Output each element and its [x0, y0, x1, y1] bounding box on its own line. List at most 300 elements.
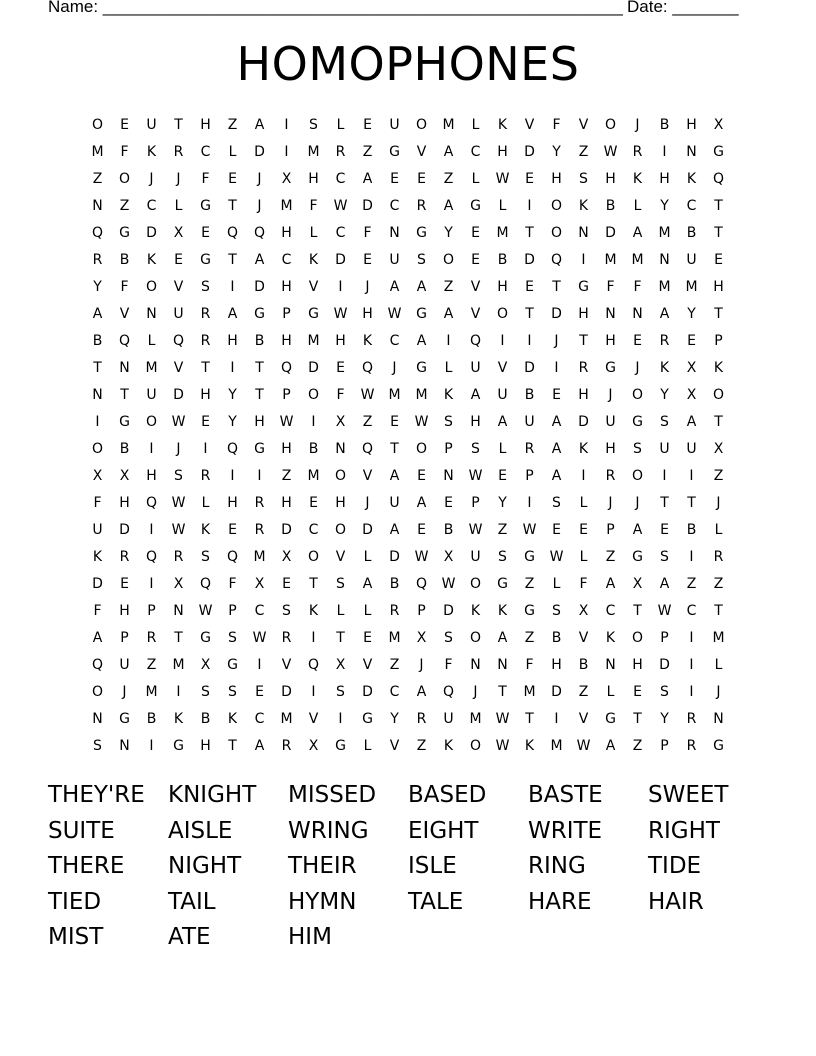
grid-letter[interactable]: B: [92, 333, 103, 349]
grid-letter[interactable]: T: [714, 414, 723, 430]
grid-letter[interactable]: C: [200, 144, 211, 160]
grid-letter[interactable]: L: [363, 738, 372, 754]
grid-letter[interactable]: I: [338, 279, 343, 295]
grid-letter[interactable]: Q: [415, 576, 428, 592]
grid-letter[interactable]: A: [497, 414, 508, 430]
grid-letter[interactable]: O: [145, 414, 158, 430]
grid-letter[interactable]: Y: [660, 711, 669, 727]
grid-letter[interactable]: U: [605, 414, 616, 430]
grid-letter[interactable]: G: [497, 576, 508, 592]
grid-letter[interactable]: M: [280, 198, 293, 214]
grid-letter[interactable]: I: [230, 468, 235, 484]
grid-letter[interactable]: E: [363, 117, 372, 133]
grid-letter[interactable]: O: [469, 738, 482, 754]
grid-letter[interactable]: G: [416, 360, 427, 376]
grid-letter[interactable]: L: [498, 198, 507, 214]
grid-letter[interactable]: I: [689, 684, 694, 700]
grid-letter[interactable]: Y: [687, 306, 696, 322]
grid-letter[interactable]: H: [713, 279, 724, 295]
grid-letter[interactable]: M: [388, 630, 401, 646]
grid-letter[interactable]: H: [578, 387, 589, 403]
grid-letter[interactable]: R: [200, 333, 211, 349]
grid-letter[interactable]: D: [605, 225, 616, 241]
grid-letter[interactable]: K: [173, 711, 184, 727]
grid-letter[interactable]: G: [524, 603, 535, 619]
grid-letter[interactable]: O: [415, 441, 428, 457]
grid-letter[interactable]: X: [173, 225, 184, 241]
grid-letter[interactable]: C: [335, 171, 346, 187]
grid-letter[interactable]: J: [365, 495, 370, 511]
grid-letter[interactable]: B: [119, 252, 130, 268]
grid-letter[interactable]: A: [389, 522, 400, 538]
grid-letter[interactable]: A: [443, 306, 454, 322]
grid-letter[interactable]: N: [605, 657, 616, 673]
grid-letter[interactable]: E: [660, 522, 669, 538]
grid-letter[interactable]: H: [362, 306, 373, 322]
grid-letter[interactable]: Y: [390, 711, 399, 727]
grid-letter[interactable]: T: [552, 279, 561, 295]
grid-letter[interactable]: I: [203, 441, 208, 457]
grid-letter[interactable]: R: [173, 549, 184, 565]
grid-letter[interactable]: H: [605, 441, 616, 457]
grid-letter[interactable]: K: [146, 252, 157, 268]
grid-letter[interactable]: E: [525, 279, 534, 295]
grid-letter[interactable]: D: [281, 684, 292, 700]
grid-letter[interactable]: D: [524, 144, 535, 160]
grid-letter[interactable]: Z: [632, 738, 643, 754]
grid-letter[interactable]: O: [604, 117, 617, 133]
grid-letter[interactable]: A: [254, 117, 265, 133]
grid-letter[interactable]: T: [255, 360, 264, 376]
grid-letter[interactable]: J: [554, 333, 559, 349]
grid-letter[interactable]: G: [254, 441, 265, 457]
grid-letter[interactable]: F: [93, 495, 102, 511]
grid-letter[interactable]: W: [522, 522, 537, 538]
grid-letter[interactable]: O: [712, 387, 725, 403]
grid-letter[interactable]: K: [308, 603, 319, 619]
grid-letter[interactable]: R: [713, 549, 724, 565]
grid-letter[interactable]: W: [468, 468, 483, 484]
grid-letter[interactable]: N: [443, 468, 454, 484]
grid-letter[interactable]: T: [579, 333, 588, 349]
grid-letter[interactable]: B: [146, 711, 157, 727]
grid-letter[interactable]: Q: [91, 657, 104, 673]
grid-letter[interactable]: A: [551, 468, 562, 484]
grid-letter[interactable]: K: [659, 360, 670, 376]
grid-letter[interactable]: J: [608, 495, 613, 511]
grid-letter[interactable]: T: [633, 711, 642, 727]
grid-letter[interactable]: Q: [712, 171, 725, 187]
grid-letter[interactable]: S: [498, 549, 507, 565]
grid-letter[interactable]: U: [92, 522, 103, 538]
grid-letter[interactable]: H: [200, 738, 211, 754]
grid-letter[interactable]: H: [227, 495, 238, 511]
grid-letter[interactable]: K: [308, 252, 319, 268]
grid-letter[interactable]: A: [389, 468, 400, 484]
grid-letter[interactable]: Z: [119, 198, 130, 214]
grid-letter[interactable]: F: [552, 117, 561, 133]
grid-letter[interactable]: H: [335, 333, 346, 349]
grid-letter[interactable]: Z: [146, 657, 157, 673]
grid-letter[interactable]: M: [631, 252, 644, 268]
grid-letter[interactable]: C: [254, 603, 265, 619]
grid-letter[interactable]: K: [524, 738, 535, 754]
grid-letter[interactable]: S: [282, 603, 291, 619]
grid-letter[interactable]: S: [660, 414, 669, 430]
grid-letter[interactable]: T: [174, 630, 183, 646]
grid-letter[interactable]: E: [498, 468, 507, 484]
grid-letter[interactable]: D: [281, 522, 292, 538]
grid-letter[interactable]: X: [308, 738, 319, 754]
grid-letter[interactable]: Z: [524, 630, 535, 646]
grid-letter[interactable]: R: [659, 333, 670, 349]
grid-letter[interactable]: V: [362, 657, 373, 673]
grid-letter[interactable]: P: [660, 738, 669, 754]
grid-letter[interactable]: V: [308, 279, 319, 295]
grid-letter[interactable]: I: [689, 630, 694, 646]
grid-letter[interactable]: C: [470, 144, 481, 160]
grid-letter[interactable]: U: [686, 441, 697, 457]
grid-letter[interactable]: D: [173, 387, 184, 403]
grid-letter[interactable]: S: [552, 495, 561, 511]
grid-letter[interactable]: I: [662, 144, 667, 160]
grid-letter[interactable]: B: [389, 576, 400, 592]
grid-letter[interactable]: P: [228, 603, 237, 619]
grid-letter[interactable]: G: [605, 711, 616, 727]
grid-letter[interactable]: K: [443, 387, 454, 403]
grid-letter[interactable]: T: [633, 603, 642, 619]
grid-letter[interactable]: L: [606, 684, 615, 700]
grid-letter[interactable]: R: [578, 360, 589, 376]
grid-letter[interactable]: S: [93, 738, 102, 754]
grid-letter[interactable]: L: [336, 117, 345, 133]
grid-letter[interactable]: V: [578, 630, 589, 646]
grid-letter[interactable]: K: [497, 603, 508, 619]
grid-letter[interactable]: N: [119, 360, 130, 376]
grid-letter[interactable]: Y: [498, 495, 507, 511]
grid-letter[interactable]: G: [416, 225, 427, 241]
grid-letter[interactable]: I: [581, 252, 586, 268]
grid-letter[interactable]: T: [714, 198, 723, 214]
grid-letter[interactable]: U: [470, 360, 481, 376]
grid-letter[interactable]: O: [118, 171, 131, 187]
grid-letter[interactable]: J: [176, 441, 181, 457]
grid-letter[interactable]: Q: [253, 225, 266, 241]
grid-letter[interactable]: K: [92, 549, 103, 565]
grid-letter[interactable]: R: [335, 144, 346, 160]
grid-letter[interactable]: L: [579, 495, 588, 511]
grid-letter[interactable]: A: [659, 306, 670, 322]
grid-letter[interactable]: P: [471, 495, 480, 511]
grid-letter[interactable]: R: [605, 468, 616, 484]
grid-letter[interactable]: X: [686, 387, 697, 403]
grid-letter[interactable]: W: [333, 198, 348, 214]
grid-letter[interactable]: N: [173, 603, 184, 619]
grid-letter[interactable]: E: [201, 225, 210, 241]
grid-letter[interactable]: W: [387, 306, 402, 322]
grid-letter[interactable]: U: [173, 306, 184, 322]
grid-letter[interactable]: I: [554, 360, 559, 376]
grid-letter[interactable]: W: [414, 549, 429, 565]
grid-letter[interactable]: W: [360, 387, 375, 403]
grid-letter[interactable]: J: [257, 171, 262, 187]
grid-letter[interactable]: U: [470, 549, 481, 565]
grid-letter[interactable]: W: [549, 549, 564, 565]
grid-letter[interactable]: M: [604, 252, 617, 268]
grid-letter[interactable]: J: [716, 495, 721, 511]
grid-letter[interactable]: M: [685, 279, 698, 295]
grid-letter[interactable]: Q: [361, 360, 374, 376]
grid-letter[interactable]: L: [579, 549, 588, 565]
grid-letter[interactable]: X: [254, 576, 265, 592]
grid-letter[interactable]: X: [416, 630, 427, 646]
grid-letter[interactable]: Q: [199, 576, 212, 592]
grid-letter[interactable]: H: [227, 333, 238, 349]
grid-letter[interactable]: F: [120, 279, 129, 295]
grid-letter[interactable]: L: [363, 603, 372, 619]
grid-letter[interactable]: T: [174, 117, 183, 133]
grid-letter[interactable]: D: [551, 306, 562, 322]
grid-letter[interactable]: R: [200, 468, 211, 484]
grid-letter[interactable]: V: [119, 306, 130, 322]
grid-letter[interactable]: T: [714, 603, 723, 619]
grid-letter[interactable]: X: [173, 576, 184, 592]
grid-letter[interactable]: V: [281, 657, 292, 673]
grid-letter[interactable]: N: [470, 657, 481, 673]
grid-letter[interactable]: S: [417, 252, 426, 268]
grid-letter[interactable]: S: [552, 603, 561, 619]
name-field-label[interactable]: Name: _______________________________________________________: [48, 0, 623, 16]
grid-letter[interactable]: I: [527, 198, 532, 214]
grid-letter[interactable]: V: [335, 549, 346, 565]
grid-letter[interactable]: Y: [93, 279, 102, 295]
grid-letter[interactable]: S: [579, 171, 588, 187]
grid-letter[interactable]: A: [254, 252, 265, 268]
grid-letter[interactable]: C: [389, 684, 400, 700]
grid-letter[interactable]: J: [365, 279, 370, 295]
grid-letter[interactable]: I: [581, 468, 586, 484]
grid-letter[interactable]: U: [659, 441, 670, 457]
grid-letter[interactable]: I: [149, 522, 154, 538]
grid-letter[interactable]: B: [308, 441, 319, 457]
grid-letter[interactable]: D: [254, 144, 265, 160]
grid-letter[interactable]: Q: [307, 657, 320, 673]
grid-letter[interactable]: M: [172, 657, 185, 673]
grid-letter[interactable]: B: [659, 117, 670, 133]
grid-letter[interactable]: X: [713, 117, 724, 133]
grid-letter[interactable]: J: [392, 360, 397, 376]
grid-letter[interactable]: T: [336, 630, 345, 646]
grid-letter[interactable]: Q: [442, 684, 455, 700]
grid-letter[interactable]: J: [176, 171, 181, 187]
grid-letter[interactable]: M: [280, 711, 293, 727]
grid-letter[interactable]: H: [146, 468, 157, 484]
grid-letter[interactable]: H: [335, 495, 346, 511]
grid-letter[interactable]: Z: [524, 576, 535, 592]
grid-letter[interactable]: D: [146, 225, 157, 241]
grid-letter[interactable]: L: [471, 171, 480, 187]
grid-letter[interactable]: O: [334, 522, 347, 538]
grid-letter[interactable]: Z: [416, 738, 427, 754]
grid-letter[interactable]: D: [308, 360, 319, 376]
grid-letter[interactable]: I: [527, 495, 532, 511]
grid-letter[interactable]: M: [307, 144, 320, 160]
grid-letter[interactable]: A: [416, 495, 427, 511]
grid-letter[interactable]: Z: [605, 549, 616, 565]
grid-letter[interactable]: L: [552, 576, 561, 592]
grid-letter[interactable]: P: [714, 333, 723, 349]
grid-letter[interactable]: E: [552, 387, 561, 403]
grid-letter[interactable]: P: [444, 441, 453, 457]
grid-letter[interactable]: B: [524, 387, 535, 403]
grid-letter[interactable]: M: [658, 279, 671, 295]
grid-letter[interactable]: T: [714, 306, 723, 322]
grid-letter[interactable]: A: [92, 630, 103, 646]
grid-letter[interactable]: W: [495, 738, 510, 754]
grid-letter[interactable]: Z: [443, 171, 454, 187]
grid-letter[interactable]: M: [442, 117, 455, 133]
grid-letter[interactable]: W: [252, 630, 267, 646]
grid-letter[interactable]: H: [308, 171, 319, 187]
grid-letter[interactable]: V: [578, 711, 589, 727]
grid-letter[interactable]: K: [362, 333, 373, 349]
grid-letter[interactable]: J: [635, 360, 640, 376]
grid-letter[interactable]: J: [635, 117, 640, 133]
grid-letter[interactable]: E: [390, 171, 399, 187]
grid-letter[interactable]: I: [689, 468, 694, 484]
grid-letter[interactable]: T: [390, 441, 399, 457]
grid-letter[interactable]: E: [309, 495, 318, 511]
grid-letter[interactable]: F: [201, 171, 210, 187]
grid-letter[interactable]: A: [227, 306, 238, 322]
grid-letter[interactable]: F: [579, 576, 588, 592]
grid-letter[interactable]: Y: [552, 144, 561, 160]
grid-letter[interactable]: F: [633, 279, 642, 295]
grid-letter[interactable]: B: [119, 441, 130, 457]
grid-letter[interactable]: F: [363, 225, 372, 241]
grid-letter[interactable]: H: [281, 225, 292, 241]
grid-letter[interactable]: U: [119, 657, 130, 673]
grid-letter[interactable]: F: [336, 387, 345, 403]
grid-letter[interactable]: I: [149, 441, 154, 457]
grid-letter[interactable]: E: [633, 684, 642, 700]
grid-letter[interactable]: B: [578, 657, 589, 673]
grid-letter[interactable]: H: [578, 306, 589, 322]
grid-letter[interactable]: D: [389, 549, 400, 565]
grid-letter[interactable]: W: [171, 522, 186, 538]
grid-letter[interactable]: O: [334, 468, 347, 484]
grid-letter[interactable]: Z: [686, 576, 697, 592]
grid-letter[interactable]: P: [120, 630, 129, 646]
grid-letter[interactable]: M: [253, 549, 266, 565]
grid-letter[interactable]: P: [417, 603, 426, 619]
grid-letter[interactable]: C: [146, 198, 157, 214]
grid-letter[interactable]: F: [120, 144, 129, 160]
grid-letter[interactable]: G: [605, 360, 616, 376]
grid-letter[interactable]: Y: [228, 387, 237, 403]
grid-letter[interactable]: H: [686, 117, 697, 133]
grid-letter[interactable]: L: [147, 333, 156, 349]
grid-letter[interactable]: Q: [226, 441, 239, 457]
grid-letter[interactable]: C: [686, 603, 697, 619]
grid-letter[interactable]: N: [146, 306, 157, 322]
grid-letter[interactable]: U: [146, 117, 157, 133]
grid-letter[interactable]: W: [414, 414, 429, 430]
grid-letter[interactable]: Z: [362, 144, 373, 160]
grid-letter[interactable]: T: [228, 252, 237, 268]
grid-letter[interactable]: V: [416, 144, 427, 160]
grid-letter[interactable]: H: [551, 171, 562, 187]
grid-letter[interactable]: T: [309, 576, 318, 592]
grid-letter[interactable]: K: [713, 360, 724, 376]
grid-letter[interactable]: O: [550, 225, 563, 241]
grid-letter[interactable]: T: [525, 711, 534, 727]
grid-letter[interactable]: E: [363, 630, 372, 646]
grid-letter[interactable]: W: [333, 306, 348, 322]
grid-letter[interactable]: A: [416, 279, 427, 295]
grid-letter[interactable]: U: [686, 252, 697, 268]
grid-letter[interactable]: G: [200, 252, 211, 268]
grid-letter[interactable]: O: [91, 684, 104, 700]
grid-letter[interactable]: P: [660, 630, 669, 646]
grid-letter[interactable]: I: [689, 657, 694, 673]
grid-letter[interactable]: P: [282, 387, 291, 403]
grid-letter[interactable]: M: [307, 333, 320, 349]
grid-letter[interactable]: T: [93, 360, 102, 376]
grid-letter[interactable]: K: [443, 738, 454, 754]
grid-letter[interactable]: G: [578, 279, 589, 295]
grid-letter[interactable]: C: [605, 603, 616, 619]
grid-letter[interactable]: N: [659, 252, 670, 268]
grid-letter[interactable]: O: [631, 630, 644, 646]
grid-letter[interactable]: N: [578, 225, 589, 241]
grid-letter[interactable]: P: [525, 468, 534, 484]
grid-letter[interactable]: A: [659, 576, 670, 592]
grid-letter[interactable]: I: [311, 630, 316, 646]
grid-letter[interactable]: U: [443, 711, 454, 727]
grid-letter[interactable]: X: [335, 414, 346, 430]
grid-letter[interactable]: H: [200, 387, 211, 403]
grid-letter[interactable]: A: [443, 198, 454, 214]
grid-letter[interactable]: Q: [172, 333, 185, 349]
grid-letter[interactable]: C: [686, 198, 697, 214]
grid-letter[interactable]: O: [496, 306, 509, 322]
grid-letter[interactable]: R: [119, 549, 130, 565]
grid-letter[interactable]: H: [119, 495, 130, 511]
grid-letter[interactable]: N: [389, 225, 400, 241]
grid-letter[interactable]: B: [686, 225, 697, 241]
grid-letter[interactable]: U: [389, 252, 400, 268]
grid-letter[interactable]: I: [527, 333, 532, 349]
grid-letter[interactable]: Z: [92, 171, 103, 187]
grid-letter[interactable]: L: [498, 441, 507, 457]
grid-letter[interactable]: X: [281, 549, 292, 565]
grid-letter[interactable]: W: [657, 603, 672, 619]
grid-letter[interactable]: I: [338, 711, 343, 727]
grid-letter[interactable]: A: [605, 576, 616, 592]
grid-letter[interactable]: N: [335, 441, 346, 457]
grid-letter[interactable]: R: [416, 198, 427, 214]
grid-letter[interactable]: B: [605, 198, 616, 214]
grid-letter[interactable]: B: [200, 711, 211, 727]
grid-letter[interactable]: N: [686, 144, 697, 160]
grid-letter[interactable]: V: [524, 117, 535, 133]
grid-letter[interactable]: B: [551, 630, 562, 646]
grid-letter[interactable]: B: [497, 252, 508, 268]
grid-letter[interactable]: J: [149, 171, 154, 187]
grid-letter[interactable]: N: [713, 711, 724, 727]
grid-letter[interactable]: W: [495, 171, 510, 187]
